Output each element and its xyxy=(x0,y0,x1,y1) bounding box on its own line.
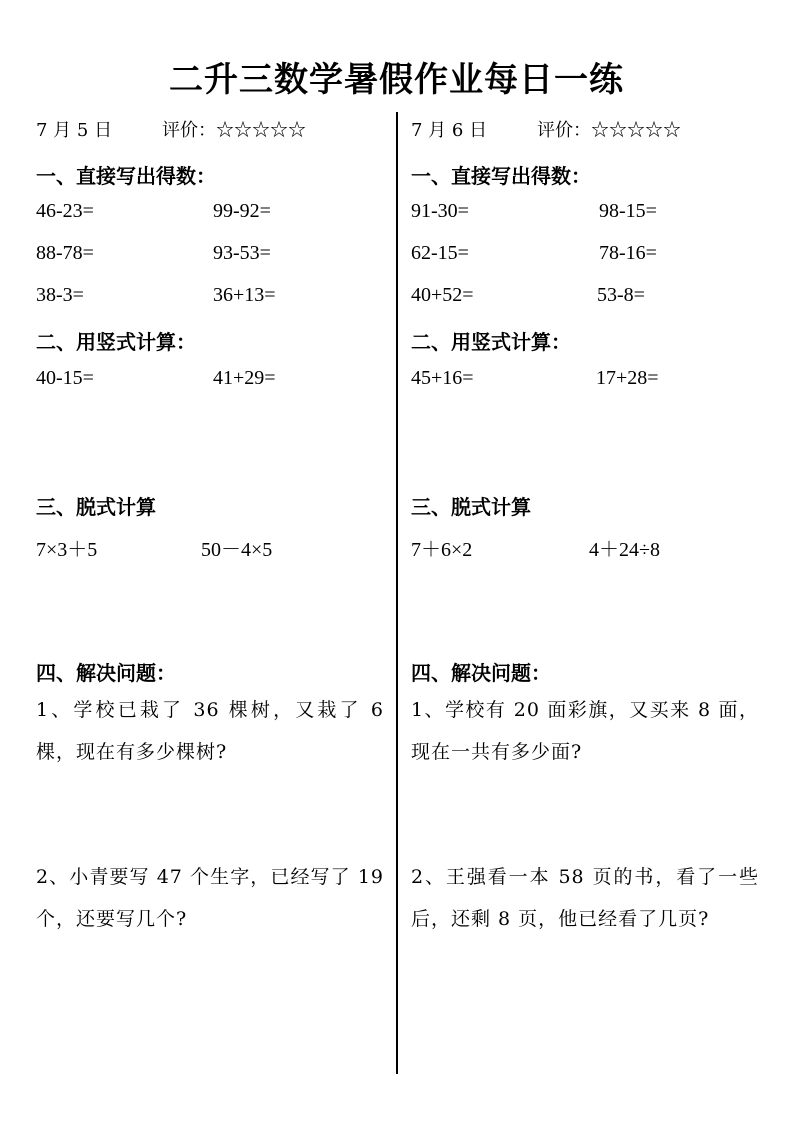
problem-item: 40+52= xyxy=(411,284,474,306)
problem-item: 7×3＋5 xyxy=(36,539,98,561)
worksheet-title: 二升三数学暑假作业每日一练 xyxy=(169,60,624,100)
section-heading-word-problems: 四、解决问题： xyxy=(36,661,176,685)
problem-item: 50－4×5 xyxy=(201,539,273,561)
rating-label: 评价：☆☆☆☆☆ xyxy=(162,120,306,141)
problem-item: 46-23= xyxy=(36,200,94,222)
section-heading-vertical-calc: 二、用竖式计算： xyxy=(36,330,196,354)
problem-item: 91-30= xyxy=(411,200,469,222)
section-heading-direct-calc: 一、直接写出得数： xyxy=(36,164,216,188)
day-column-left xyxy=(36,0,396,1122)
column-divider xyxy=(396,112,398,1074)
problem-item: 62-15= xyxy=(411,242,469,264)
word-problem-1: 1、学校有 20 面彩旗，又买来 8 面，现在一共有多少面? xyxy=(411,699,759,763)
section-heading-direct-calc: 一、直接写出得数： xyxy=(411,164,591,188)
date-label: 7 月 5 日 xyxy=(36,120,113,141)
section-heading-step-calc: 三、脱式计算 xyxy=(36,495,156,519)
date-label: 7 月 6 日 xyxy=(411,120,488,141)
problem-item: 38-3= xyxy=(36,284,84,306)
problem-item: 4＋24÷8 xyxy=(589,539,660,561)
day-column-right xyxy=(411,0,771,1122)
rating-label: 评价：☆☆☆☆☆ xyxy=(537,120,681,141)
problem-item: 17+28= xyxy=(596,367,659,389)
problem-item: 45+16= xyxy=(411,367,474,389)
problem-item: 99-92= xyxy=(213,200,271,222)
problem-item: 88-78= xyxy=(36,242,94,264)
problem-item: 40-15= xyxy=(36,367,94,389)
problem-item: 7＋6×2 xyxy=(411,539,473,561)
problem-item: 98-15= xyxy=(599,200,657,222)
section-heading-word-problems: 四、解决问题： xyxy=(411,661,551,685)
problem-item: 36+13= xyxy=(213,284,276,306)
word-problem-2: 2、小青要写 47 个生字，已经写了 19 个，还要写几个? xyxy=(36,866,384,930)
word-problem-2: 2、王强看一本 58 页的书，看了一些后，还剩 8 页，他已经看了几页? xyxy=(411,866,759,930)
problem-item: 41+29= xyxy=(213,367,276,389)
section-heading-step-calc: 三、脱式计算 xyxy=(411,495,531,519)
problem-item: 93-53= xyxy=(213,242,271,264)
word-problem-1: 1、学校已栽了 36 棵树，又栽了 6 棵，现在有多少棵树? xyxy=(36,699,384,763)
section-heading-vertical-calc: 二、用竖式计算： xyxy=(411,330,571,354)
problem-item: 53-8= xyxy=(597,284,645,306)
problem-item: 78-16= xyxy=(599,242,657,264)
